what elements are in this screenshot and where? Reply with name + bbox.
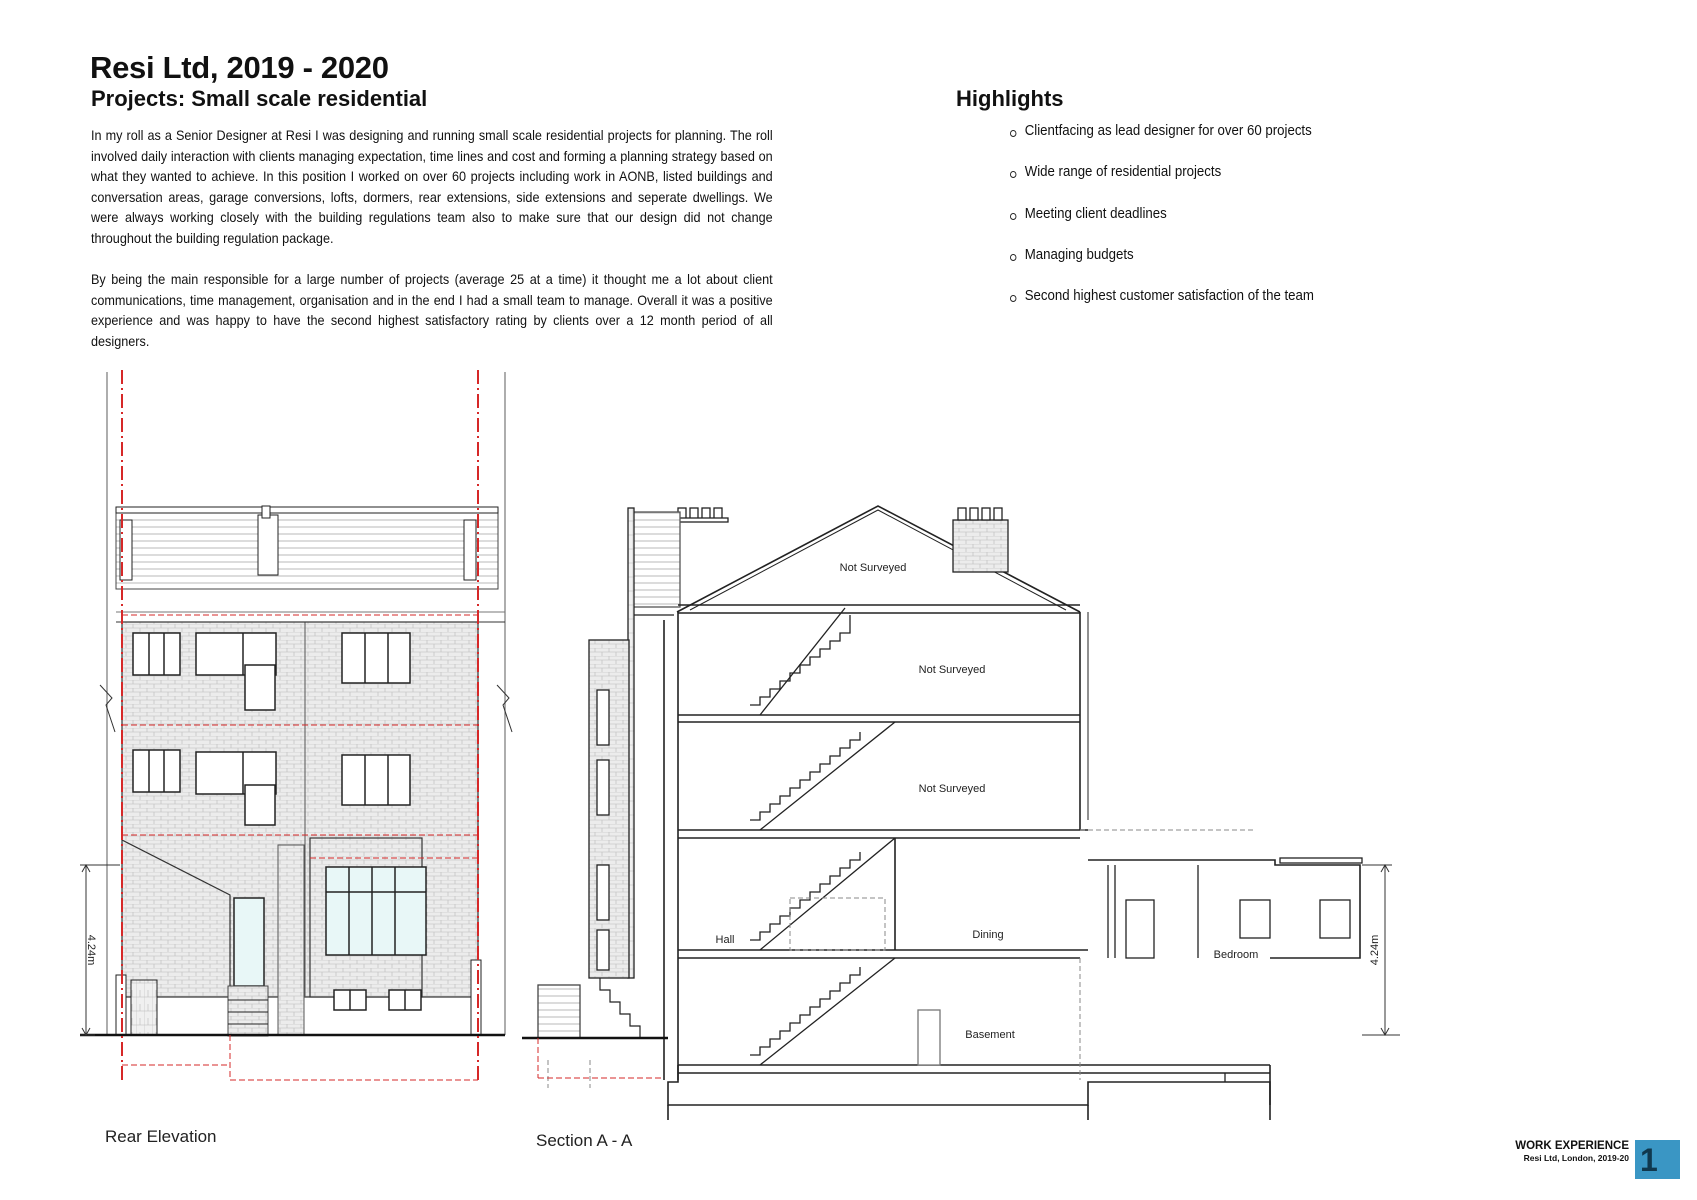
room-label-roof: Not Surveyed (839, 562, 907, 574)
bullet-icon (1010, 295, 1016, 302)
highlight-item: Managing budgets (1010, 247, 1314, 288)
section-caption: Section A - A (536, 1131, 633, 1150)
bullet-icon (1010, 130, 1016, 137)
highlight-item: Clientfacing as lead designer for over 60 projects (1010, 123, 1314, 164)
experience-paragraph: By being the main responsible for a large number of projects (average 25 at a time) it thought me a lot about client communications, time management, organisation and in the end I had a small team to manage. Overall it was a positive experience and was happy to have the second highest satisfactory rating by clients over a 12 month period of all designers. (91, 272, 773, 349)
dimension-right-label: 4.24m (1369, 934, 1381, 966)
room-label-second-floor: Not Surveyed (918, 664, 986, 676)
footer-section-label: WORK EXPERIENCE (1515, 1140, 1629, 1152)
room-label-bedroom: Bedroom (1213, 949, 1259, 961)
rear-elevation-caption: Rear Elevation (105, 1127, 217, 1146)
footer-sub-label: Resi Ltd, London, 2019-20 (1523, 1153, 1629, 1163)
page-number-badge: 1 (1635, 1140, 1680, 1179)
rear-elevation (80, 370, 512, 1080)
room-label-basement: Basement (965, 1029, 1015, 1041)
architectural-drawings (0, 360, 1697, 1140)
room-label-dining: Dining (972, 929, 1004, 941)
highlight-item: Wide range of residential projects (1010, 164, 1314, 205)
bullet-icon (1010, 171, 1016, 178)
room-label-hall: Hall (715, 934, 735, 946)
dimension-left-label: 4.24m (85, 934, 97, 966)
highlights-list (1010, 123, 1340, 329)
bullet-icon (1010, 213, 1016, 220)
highlight-item: Meeting client deadlines (1010, 206, 1314, 247)
intro-paragraph: In my roll as a Senior Designer at Resi I was designing and running small scale residential projects for planning. The roll involved daily interaction with clients managing expectation, time lines and cost and forming a planning strategy based on what they wanted to achieve. In this position I worked on over 60 projects including work in AONB, listed buildings and conversation areas, garage conversions, lofts, dormers, rear extensions, side extensions and seperate dwellings. We were always working closely with the building regulations team also to make sure that our design did not change throughout the building regulation package. (91, 128, 773, 246)
page-title: Resi Ltd, 2019 - 2020 (90, 50, 389, 85)
highlight-item: Second highest customer satisfaction of the team (1010, 288, 1314, 329)
room-label-first-floor: Not Surveyed (918, 783, 986, 795)
highlights-heading: Highlights (956, 86, 1064, 111)
bullet-icon (1010, 254, 1016, 261)
section-a-a (522, 506, 1400, 1120)
page-subtitle: Projects: Small scale residential (91, 86, 428, 111)
footer-label (1515, 1140, 1629, 1163)
